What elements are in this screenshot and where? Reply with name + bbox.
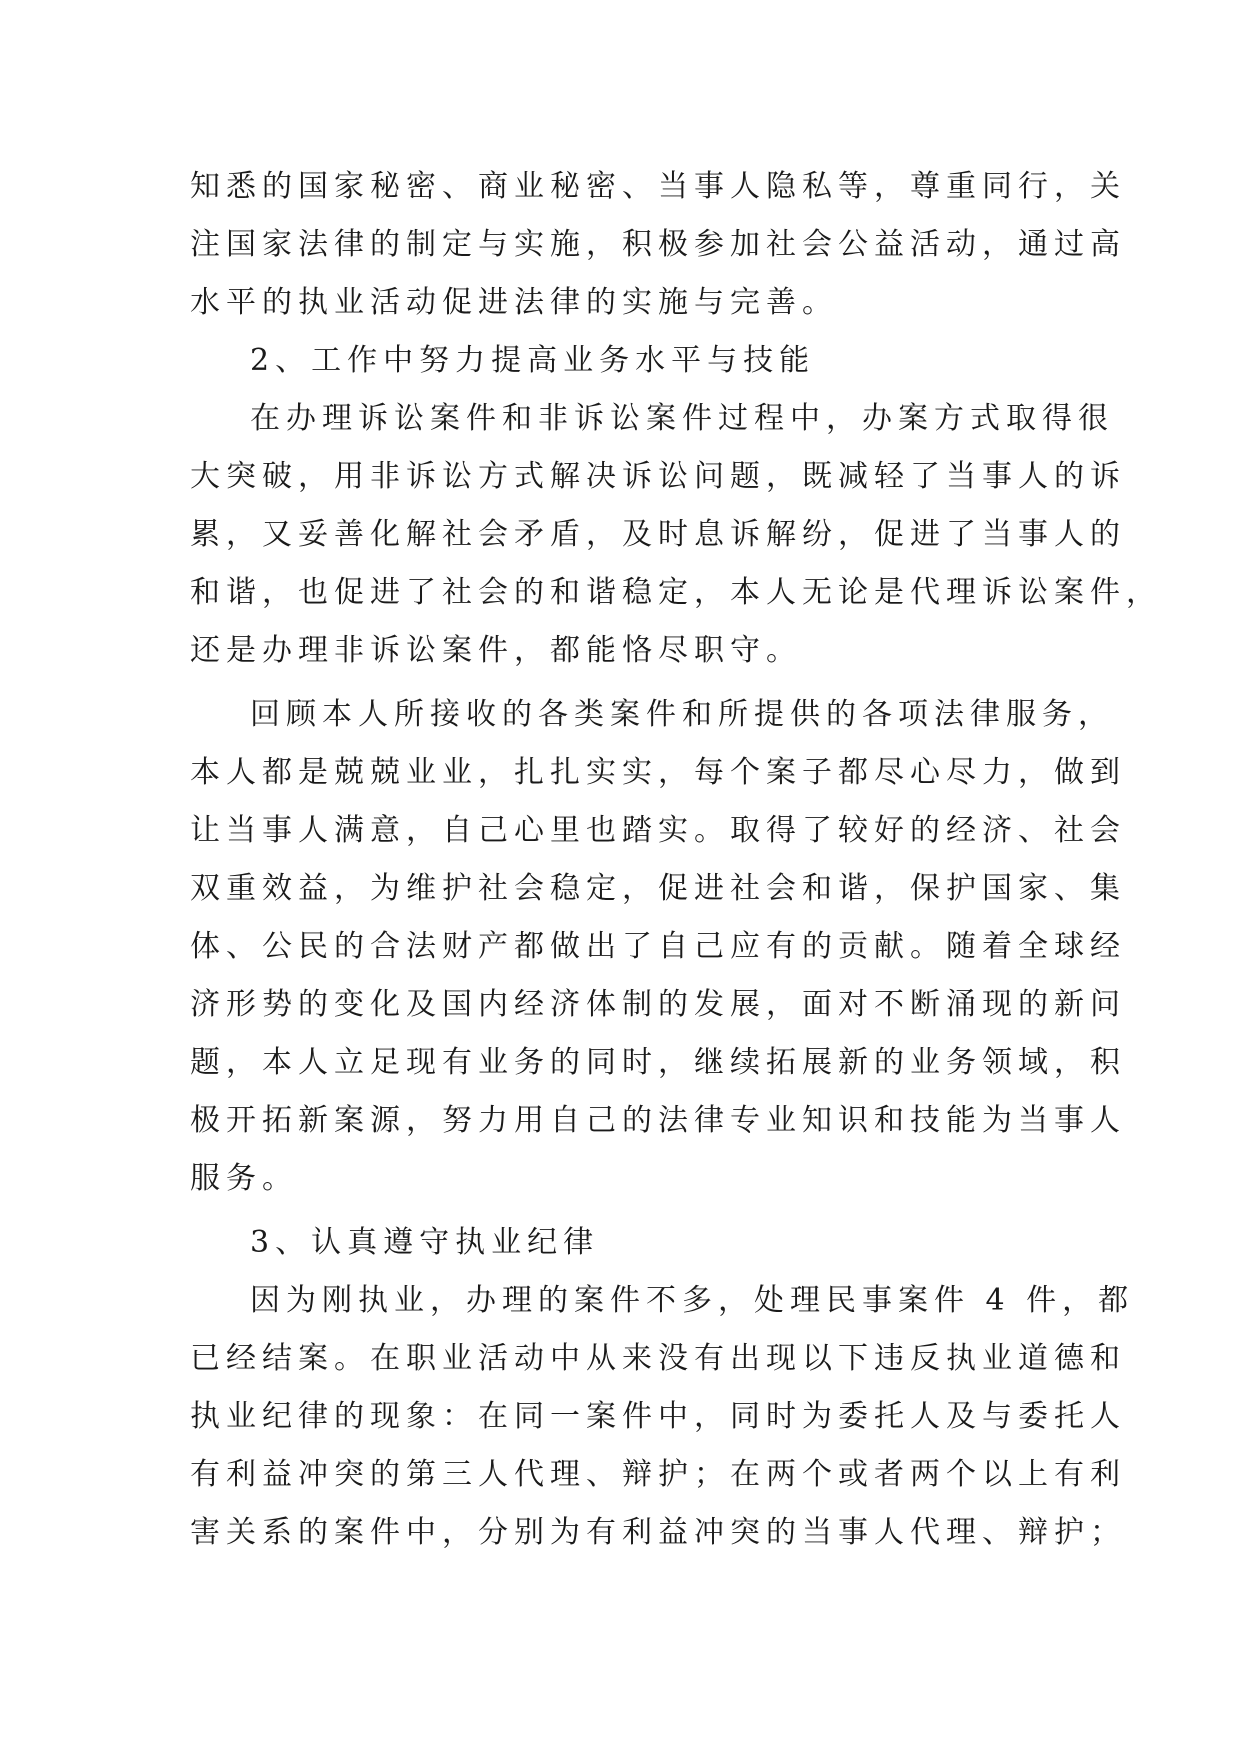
text-line: 大突破，用非诉讼方式解决诉讼问题，既减轻了当事人的诉 [190,459,1126,494]
text-line: 和谐，也促进了社会的和谐稳定，本人无论是代理诉讼案件， [190,575,1162,610]
text-line: 有利益冲突的第三人代理、辩护；在两个或者两个以上有利 [190,1457,1126,1492]
text-line: 让当事人满意，自己心里也踏实。取得了较好的经济、社会 [190,813,1126,848]
text-line: 累，又妥善化解社会矛盾，及时息诉解纷，促进了当事人的 [190,517,1126,552]
text-line: 在办理诉讼案件和非诉讼案件过程中，办案方式取得很 [250,401,1114,436]
section-heading: 2、工作中努力提高业务水平与技能 [250,343,816,378]
text-line: 水平的执业活动促进法律的实施与完善。 [190,285,838,320]
text-line: 害关系的案件中，分别为有利益冲突的当事人代理、辩护； [190,1515,1126,1550]
text-line: 服务。 [190,1161,298,1196]
section-heading: 3、认真遵守执业纪律 [250,1225,600,1260]
text-line: 因为刚执业，办理的案件不多，处理民事案件 4 件，都 [250,1283,1135,1318]
document-body [190,158,1162,1562]
text-line: 回顾本人所接收的各类案件和所提供的各项法律服务， [250,697,1114,732]
text-line: 已经结案。在职业活动中从来没有出现以下违反执业道德和 [190,1341,1126,1376]
text-line: 还是办理非诉讼案件，都能恪尽职守。 [190,633,802,668]
text-line: 题，本人立足现有业务的同时，继续拓展新的业务领域，积 [190,1045,1126,1080]
text-line: 执业纪律的现象：在同一案件中，同时为委托人及与委托人 [190,1399,1126,1434]
text-line: 注国家法律的制定与实施，积极参加社会公益活动，通过高 [190,227,1126,262]
text-line: 双重效益，为维护社会稳定，促进社会和谐，保护国家、集 [190,871,1126,906]
text-line: 知悉的国家秘密、商业秘密、当事人隐私等，尊重同行，关 [190,169,1126,204]
text-line: 极开拓新案源，努力用自己的法律专业知识和技能为当事人 [190,1103,1126,1138]
text-line: 本人都是兢兢业业，扎扎实实，每个案子都尽心尽力，做到 [190,755,1126,790]
text-line: 济形势的变化及国内经济体制的发展，面对不断涌现的新问 [190,987,1126,1022]
text-line: 体、公民的合法财产都做出了自己应有的贡献。随着全球经 [190,929,1126,964]
